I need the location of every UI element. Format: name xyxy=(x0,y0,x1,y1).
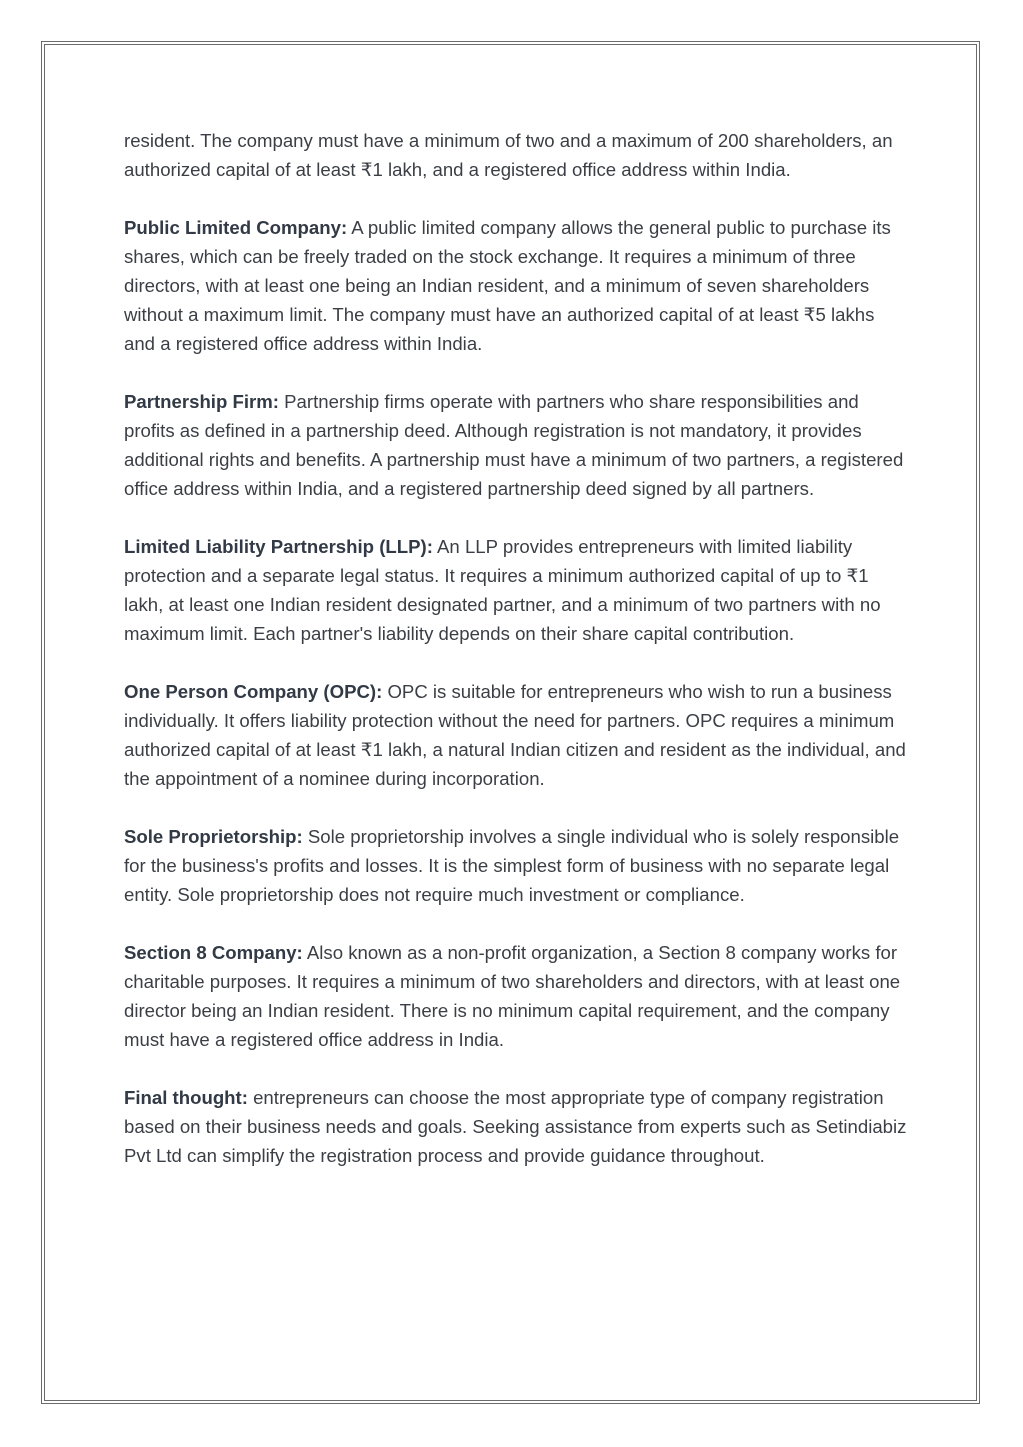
paragraph-resident-continuation xyxy=(124,126,909,184)
paragraph-text: Also known as a non-profit organization, a Section 8 company works for charitable purposes. It requires a minimum of two shareholders and directors, with at least one director being an Indian resident. There is no minimum capital requirement, and the company must have a registered office address in India. xyxy=(124,942,901,1050)
paragraph-heading: Section 8 Company: xyxy=(124,942,303,963)
paragraph-text: An LLP provides entrepreneurs with limited liability protection and a separate legal status. It requires a minimum authorized capital of up to ₹1 lakh, at least one Indian resident designated partner, and a minimum of two partners with no maximum limit. Each partner's liability depends on their share capital contribution. xyxy=(124,536,881,644)
paragraph-heading: One Person Company (OPC): xyxy=(124,681,383,702)
paragraph-text: Sole proprietorship involves a single individual who is solely responsible for the business's profits and losses. It is the simplest form of business with no separate legal entity. Sole proprietorship does not require much investment or compliance. xyxy=(124,826,900,905)
paragraph-heading: Partnership Firm: xyxy=(124,391,279,412)
paragraph-text: A public limited company allows the general public to purchase its shares, which can be freely traded on the stock exchange. It requires a minimum of three directors, with at least one being an Indian resident, and a minimum of seven shareholders without a maximum limit. The company must have an authorized capital of at least ₹5 lakhs and a registered office address within India. xyxy=(124,217,891,354)
paragraph-partnership-firm xyxy=(124,387,909,503)
paragraph-heading: Final thought: xyxy=(124,1087,248,1108)
paragraph-heading: Limited Liability Partnership (LLP): xyxy=(124,536,433,557)
paragraph-section-8-company xyxy=(124,938,909,1054)
paragraph-sole-proprietorship xyxy=(124,822,909,909)
paragraph-heading: Sole Proprietorship: xyxy=(124,826,303,847)
paragraph-text: resident. The company must have a minimum of two and a maximum of 200 shareholders, an authorized capital of at least ₹1 lakh, and a registered office address within India. xyxy=(124,130,893,180)
paragraph-llp xyxy=(124,532,909,648)
paragraph-heading: Public Limited Company: xyxy=(124,217,348,238)
paragraph-text: OPC is suitable for entrepreneurs who wish to run a business individually. It offers liability protection without the need for partners. OPC requires a minimum authorized capital of at least ₹1 lakh, a natural Indian citizen and resident as the individual, and the appointment of a nominee during incorporation. xyxy=(124,681,906,789)
paragraph-final-thought xyxy=(124,1083,909,1170)
paragraph-text: Partnership firms operate with partners who share responsibilities and profits as defined in a partnership deed. Although registration is not mandatory, it provides additional rights and benefits. A partnership must have a minimum of two partners, a registered office address within India, and a registered partnership deed signed by all partners. xyxy=(124,391,904,499)
paragraph-public-limited-company xyxy=(124,213,909,358)
paragraph-text: entrepreneurs can choose the most appropriate type of company registration based on their business needs and goals. Seeking assistance from experts such as Setindiabiz Pvt Ltd can simplify the registration process and provide guidance throughout. xyxy=(124,1087,907,1166)
document-body xyxy=(124,126,909,1170)
paragraph-opc xyxy=(124,677,909,793)
